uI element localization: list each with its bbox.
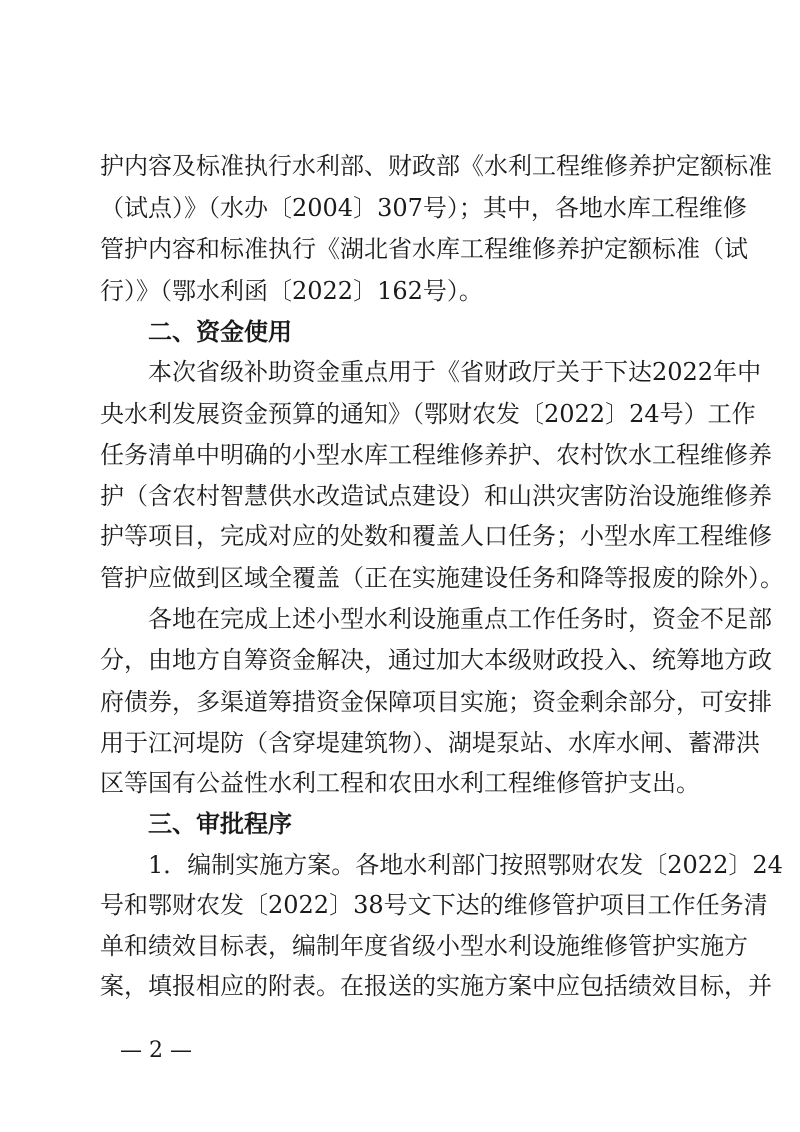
body-line: 区等国有公益性水利工程和农田水利工程维修管护支出。 — [100, 769, 700, 798]
section-heading: 二、资金使用 — [148, 317, 292, 346]
body-line: 分，由地方自筹资金解决，通过加大本级财政投入、统筹地方政 — [100, 646, 772, 675]
body-line: 护（含农村智慧供水改造试点建设）和山洪灾害防治设施维修养 — [100, 482, 772, 511]
page-number: — 2 — — [120, 1038, 192, 1063]
body-line: 护等项目，完成对应的处数和覆盖人口任务；小型水库工程维修 — [100, 522, 772, 551]
body-line: 单和绩效目标表，编制年度省级小型水利设施维修管护实施方 — [100, 931, 748, 960]
body-line: 护内容及标准执行水利部、财政部《水利工程维修养护定额标准 — [100, 152, 772, 180]
section-heading: 三、审批程序 — [148, 810, 292, 839]
body-line: 本次省级补助资金重点用于《省财政厅关于下达2022年中 — [148, 358, 762, 387]
body-line: 各地在完成上述小型水利设施重点工作任务时，资金不足部 — [148, 605, 772, 634]
body-line: 任务清单中明确的小型水库工程维修养护、农村饮水工程维修养 — [100, 440, 772, 469]
body-line: 行）》（鄂水利函〔2022〕162号）。 — [100, 276, 483, 305]
body-line: 管护应做到区域全覆盖（正在实施建设任务和降等报废的除外）。 — [100, 563, 784, 592]
body-line: （试点）》（水办〔2004〕307号）；其中，各地水库工程维修 — [100, 194, 747, 223]
body-line: 号和鄂财农发〔2022〕38号文下达的维修管护项目工作任务清 — [100, 891, 768, 920]
body-line: 1．编制实施方案。各地水利部门按照鄂财农发〔2022〕24 — [148, 850, 783, 879]
body-line: 用于江河堤防（含穿堤建筑物）、湖堤泵站、水库水闸、蓄滞洪 — [100, 728, 760, 757]
body-line: 案，填报相应的附表。在报送的实施方案中应包括绩效目标，并 — [100, 972, 772, 1000]
body-line: 央水利发展资金预算的通知》（鄂财农发〔2022〕24号）工作 — [100, 399, 756, 428]
body-line: 府债券，多渠道筹措资金保障项目实施；资金剩余部分，可安排 — [100, 687, 772, 716]
body-line: 管护内容和标准执行《湖北省水库工程维修养护定额标准（试 — [100, 235, 748, 264]
